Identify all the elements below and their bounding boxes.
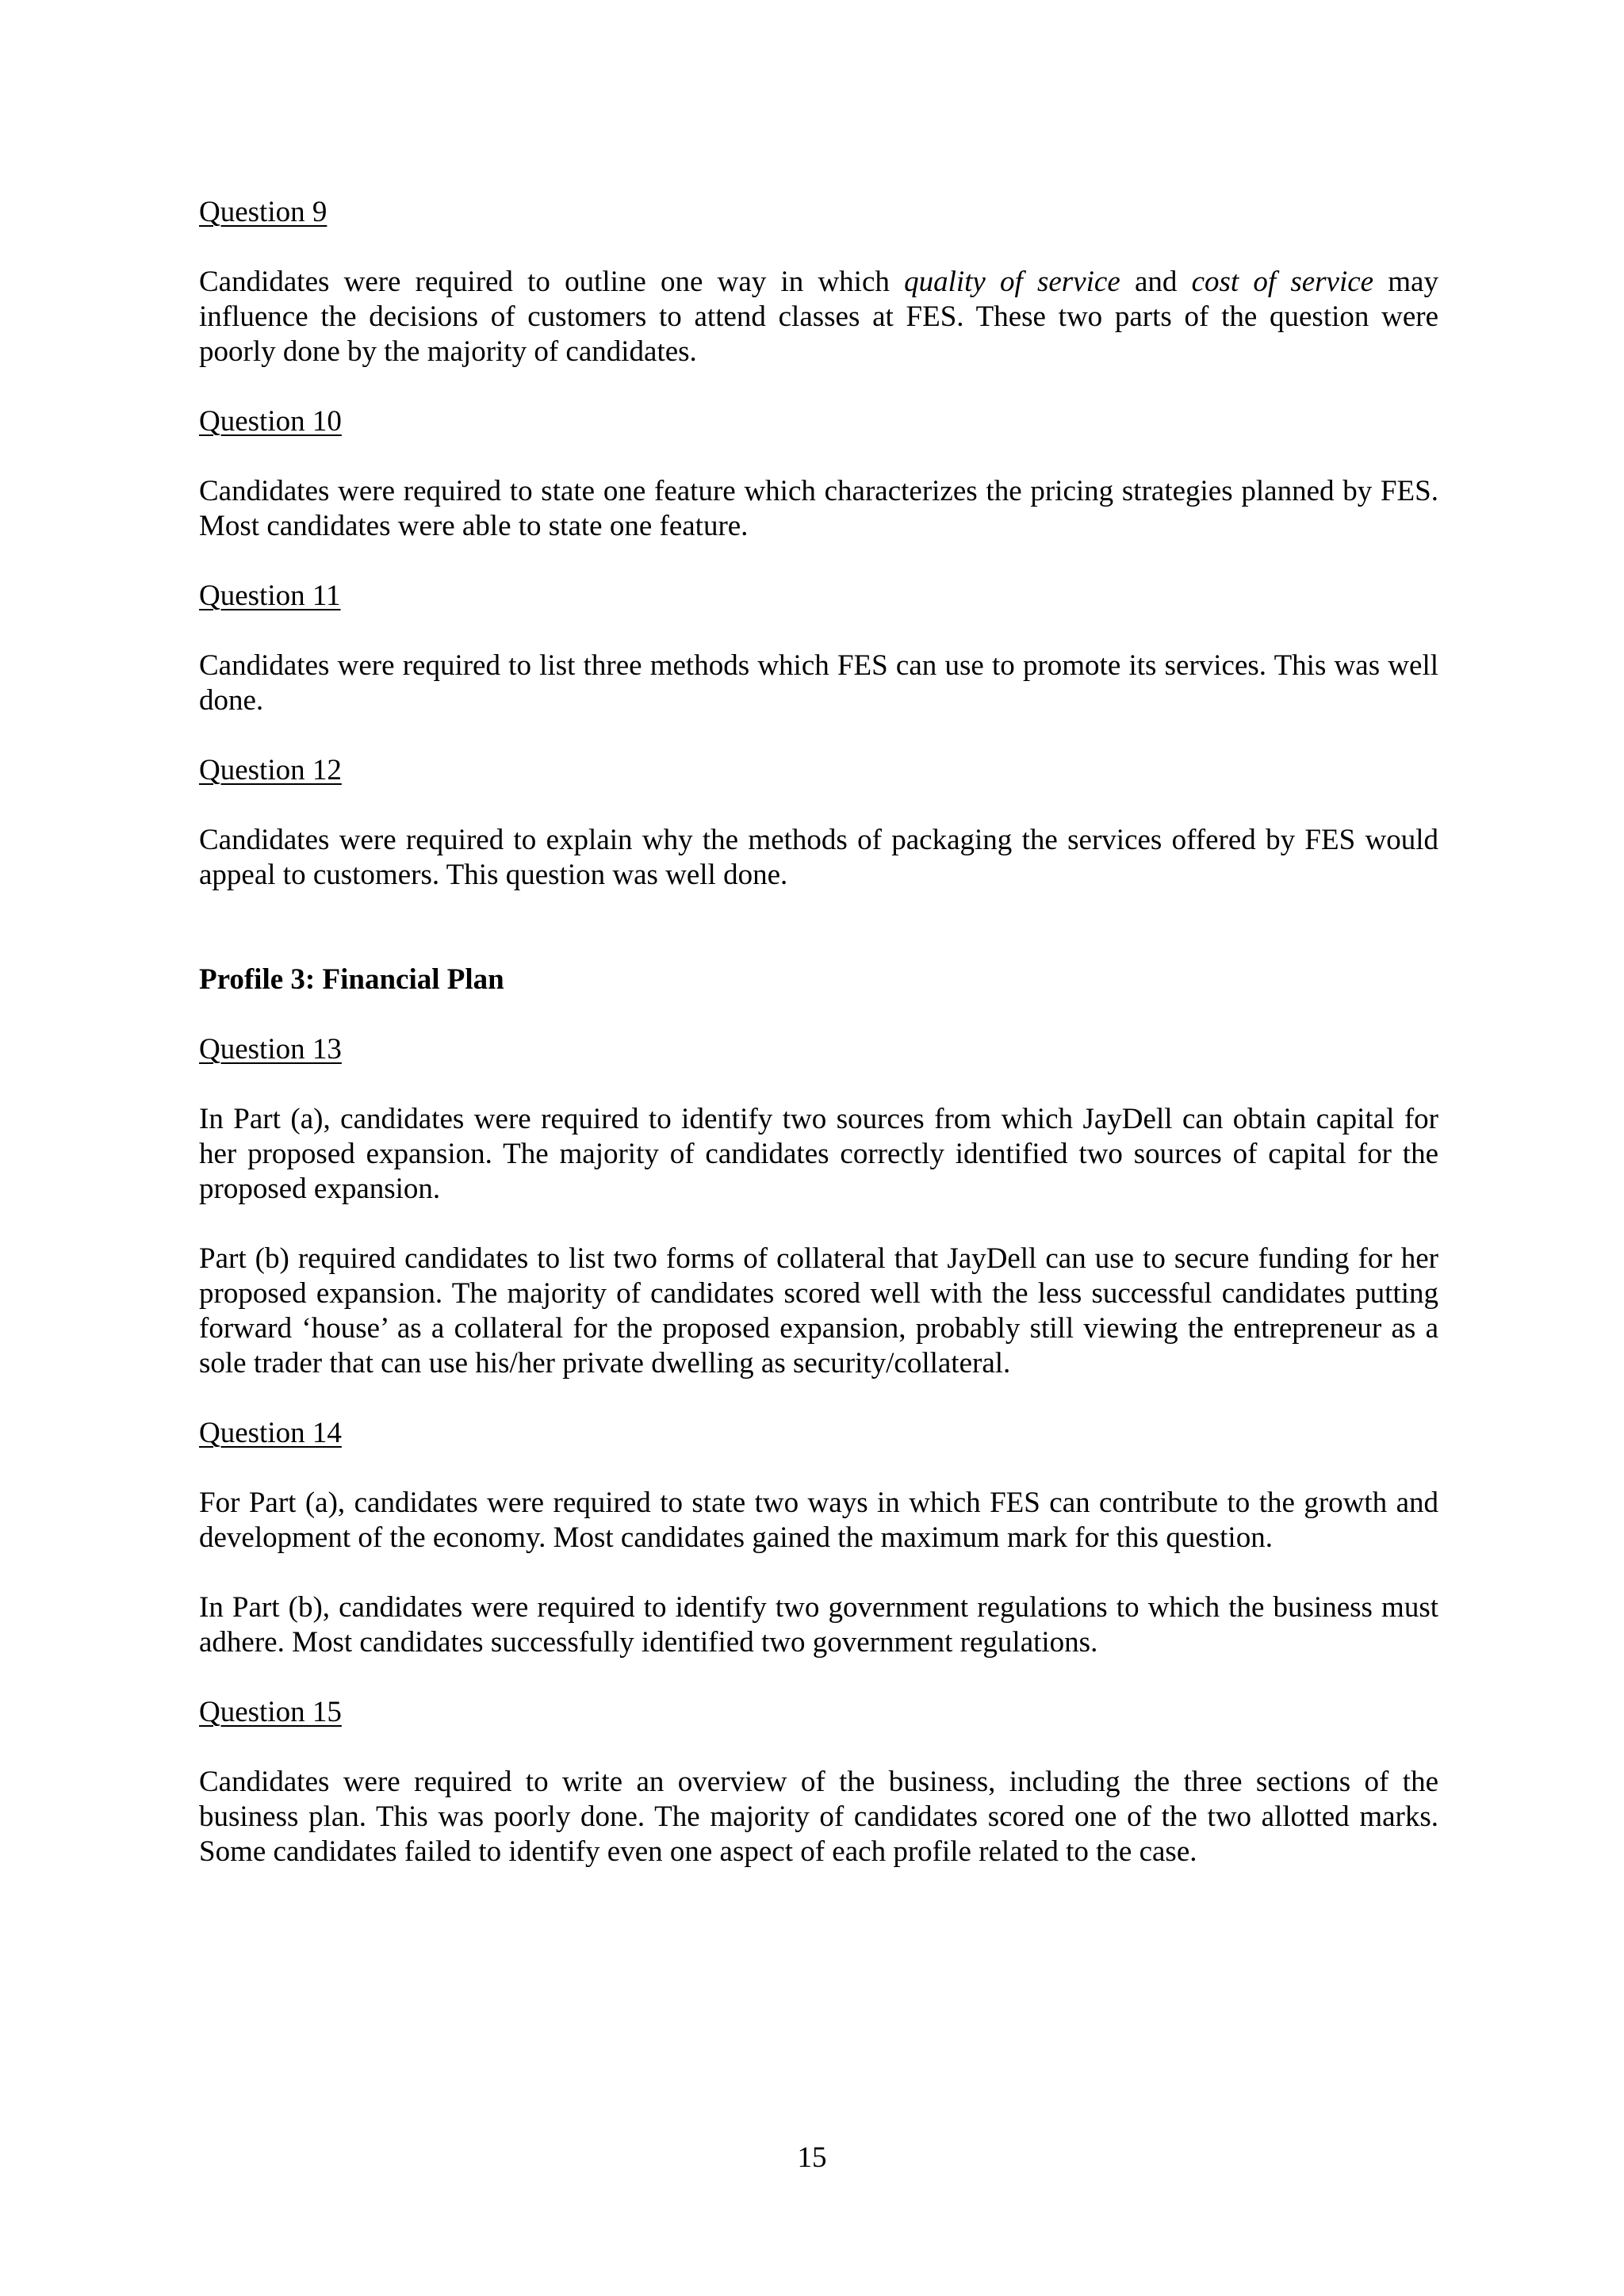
text-span: Candidates were required to write an overview of the business, including the three sections of the business plan. This was poorly done. The majority of candidates scored one of the two allotted marks. Some candidates failed to identify even one aspect of each profile related to the case.: [199, 1766, 1438, 1868]
text-span: In Part (b), candidates were required to identify two government regulations to which the business must adhere. Most candidates successfully identified two government regulations.: [199, 1591, 1438, 1659]
text-span: For Part (a), candidates were required to state two ways in which FES can contribute to the growth and development of the economy. Most candidates gained the maximum mark for this question.: [199, 1487, 1438, 1554]
text-span: Candidates were required to explain why the methods of packaging the services offered by FES would appeal to customers. This question was well done.: [199, 824, 1438, 891]
text-span: Part (b) required candidates to list two forms of collateral that JayDell can use to secure funding for her proposed expansion. The majority of candidates scored well with the less successful candidates putting forward ‘house’ as a collateral for the proposed expansion, probably still viewing the entrepreneur as a sole trader that can use his/her private dwelling as security/collateral.: [199, 1242, 1438, 1380]
text-span: and: [1120, 266, 1192, 298]
document-body: [199, 195, 1438, 1904]
paragraph: [199, 474, 1438, 544]
text-span: Candidates were required to state one feature which characterizes the pricing strategies planned by FES. Most candidates were able to state one feature.: [199, 475, 1438, 542]
text-span: Candidates were required to list three methods which FES can use to promote its services. This was well done.: [199, 649, 1438, 717]
question-heading: Question 9: [199, 196, 327, 228]
question-heading: Question 12: [199, 754, 342, 786]
text-span: Candidates were required to outline one way in which: [199, 266, 905, 298]
paragraph: [199, 1242, 1438, 1381]
page-number: 15: [797, 2141, 827, 2174]
question-heading: Question 10: [199, 405, 342, 438]
paragraph: [199, 265, 1438, 369]
text-span: may influence the decisions of customers to attend classes at FES. These two parts of the question were poorly done by the majority of candidates.: [199, 266, 1438, 368]
question-heading: Question 15: [199, 1696, 342, 1728]
paragraph: [199, 649, 1438, 718]
paragraph: [199, 1102, 1438, 1207]
question-heading: Question 11: [199, 580, 341, 612]
italic-text: cost of service: [1191, 266, 1374, 298]
paragraph: [199, 1486, 1438, 1556]
question-heading: Question 14: [199, 1417, 342, 1449]
paragraph: [199, 1765, 1438, 1869]
paragraph: [199, 1590, 1438, 1660]
text-span: In Part (a), candidates were required to identify two sources from which JayDell can obtain capital for her proposed expansion. The majority of candidates correctly identified two sources of capital for the proposed expansion.: [199, 1103, 1438, 1205]
italic-text: quality of service: [904, 266, 1120, 298]
profile-title: Profile 3: Financial Plan: [199, 963, 504, 996]
paragraph: [199, 823, 1438, 893]
question-heading: Question 13: [199, 1033, 342, 1066]
